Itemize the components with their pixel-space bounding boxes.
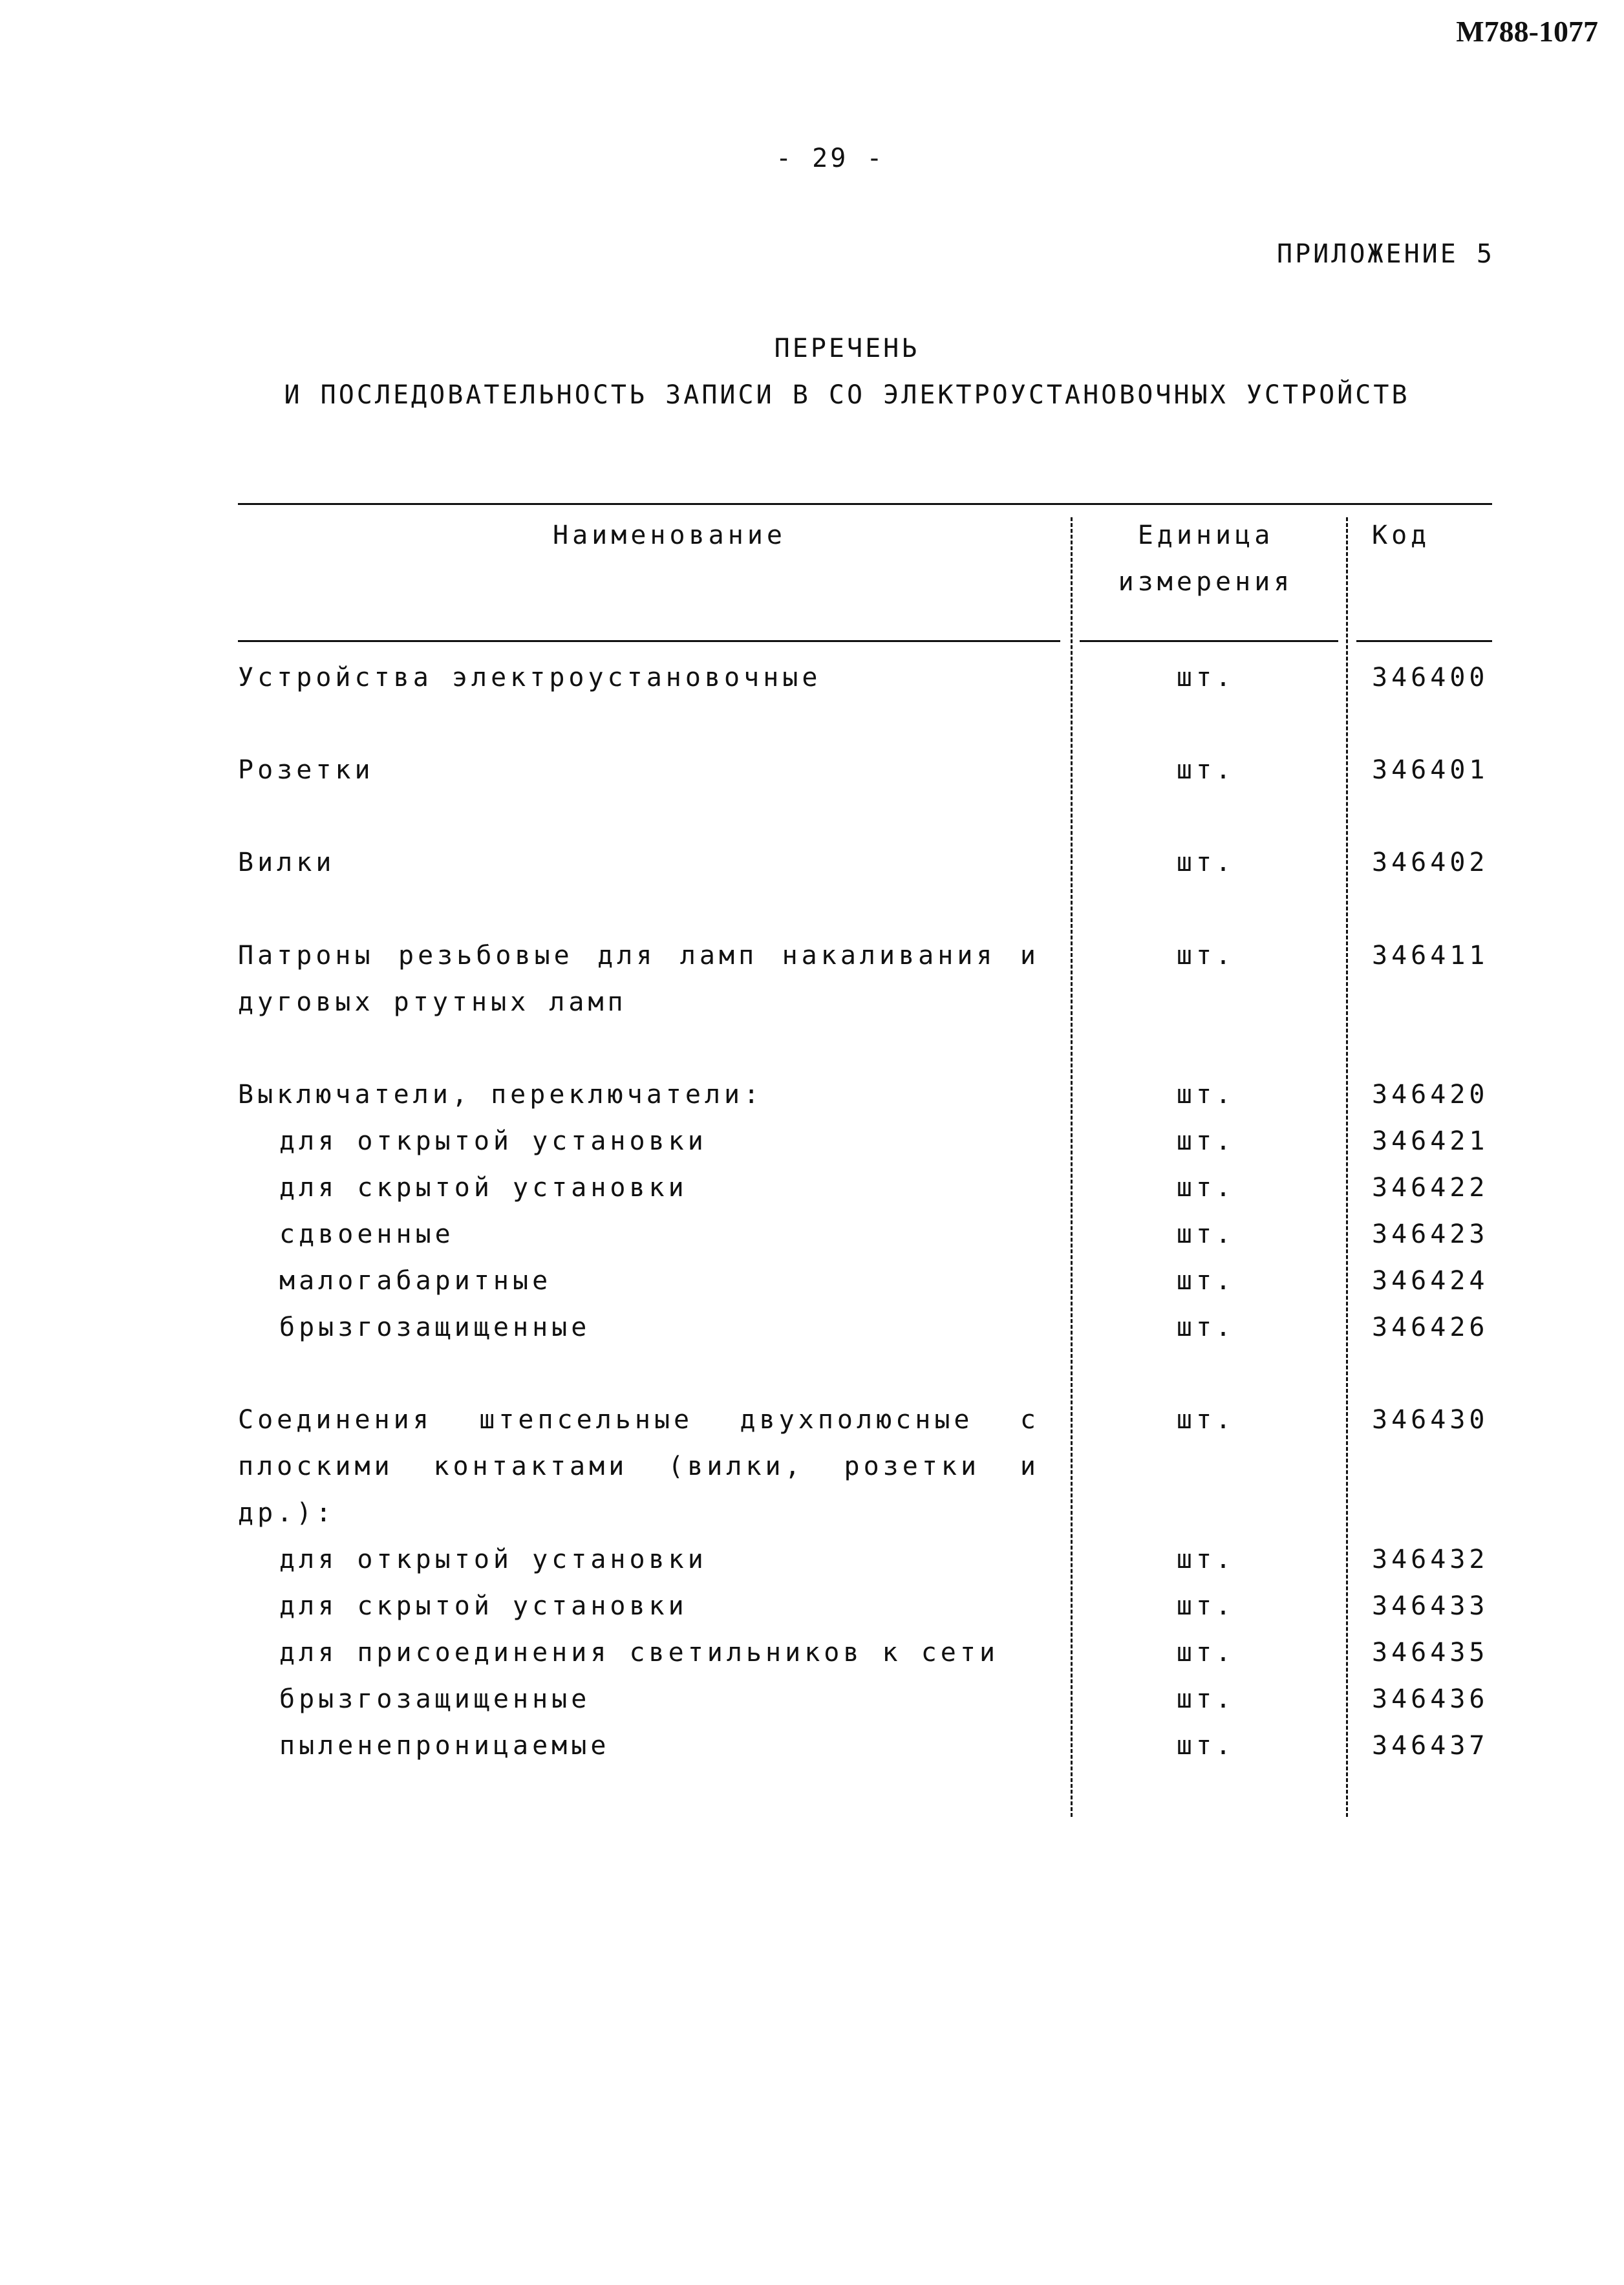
table-row-code: 346437 <box>1372 1731 1489 1761</box>
column-header-code: Код <box>1372 520 1431 550</box>
table-row-unit: шт. <box>1176 1313 1235 1342</box>
table-row-unit: шт. <box>1176 1638 1235 1668</box>
header-bottom-rule-unit <box>1080 640 1338 642</box>
table-row-code: 346436 <box>1372 1684 1489 1714</box>
table-row-name: для скрытой установки <box>279 1173 688 1203</box>
column-header-name: Наименование <box>553 520 786 550</box>
table-row-unit: шт. <box>1176 848 1235 877</box>
table-row-name <box>238 941 1040 971</box>
page-number: - 29 - <box>776 144 885 173</box>
table-row-code: 346401 <box>1372 755 1489 785</box>
table-row-unit: шт. <box>1176 1591 1235 1621</box>
table-row-name: для открытой установки <box>279 1126 707 1156</box>
row-name-line: Соединения штепсельные двухполюсные с <box>238 1405 1040 1435</box>
table-row-unit: шт. <box>1176 1405 1235 1435</box>
header-bottom-rule-name <box>238 640 1060 642</box>
table-row-name: для открытой установки <box>279 1545 707 1574</box>
header-bottom-rule-code <box>1356 640 1492 642</box>
table-row-name: Устройства электроустановочные <box>238 663 822 692</box>
table-row-unit: шт. <box>1176 1731 1235 1761</box>
column-header-unit-cont: измерения <box>1118 567 1294 597</box>
appendix-label: ПРИЛОЖЕНИЕ 5 <box>1277 239 1495 269</box>
table-row-code: 346421 <box>1372 1126 1489 1156</box>
table-row-code: 346435 <box>1372 1638 1489 1668</box>
table-row-name: малогабаритные <box>279 1266 552 1296</box>
column-separator <box>1071 517 1073 1817</box>
table-row-unit: шт. <box>1176 755 1235 785</box>
table-row-name: Розетки <box>238 755 374 785</box>
table-row-code: 346402 <box>1372 848 1489 877</box>
table-row-name: брызгозащищенные <box>279 1313 591 1342</box>
table-row-name-cont <box>238 1452 1040 1481</box>
table-row-code: 346411 <box>1372 941 1489 971</box>
table-row-code: 346422 <box>1372 1173 1489 1203</box>
table-top-rule <box>238 503 1492 505</box>
table-row-unit: шт. <box>1176 1545 1235 1574</box>
table-row-name: сдвоенные <box>279 1219 454 1249</box>
table-row-code: 346426 <box>1372 1313 1489 1342</box>
table-row-code: 346400 <box>1372 663 1489 692</box>
table-row-name: для присоединения светильников к сети <box>279 1638 999 1668</box>
table-row-unit: шт. <box>1176 1266 1235 1296</box>
document-title: ПЕРЕЧЕНЬ <box>774 334 920 363</box>
table-row-name: Выключатели, переключатели: <box>238 1080 764 1110</box>
table-row-name <box>238 1405 1040 1435</box>
table-row-name-cont: дуговых ртутных ламп <box>238 987 627 1017</box>
table-row-name: для скрытой установки <box>279 1591 688 1621</box>
row-name-line: Патроны резьбовые для ламп накаливания и <box>238 941 1040 971</box>
table-row-unit: шт. <box>1176 1219 1235 1249</box>
table-row-name: брызгозащищенные <box>279 1684 591 1714</box>
table-row-unit: шт. <box>1176 1684 1235 1714</box>
table-row-code: 346430 <box>1372 1405 1489 1435</box>
table-row-unit: шт. <box>1176 1173 1235 1203</box>
table-row-code: 346420 <box>1372 1080 1489 1110</box>
document-code: M788-1077 <box>1456 15 1598 48</box>
table-row-name: Вилки <box>238 848 336 877</box>
table-row-code: 346423 <box>1372 1219 1489 1249</box>
table-row-code: 346432 <box>1372 1545 1489 1574</box>
table-row-name: пыленепроницаемые <box>279 1731 610 1761</box>
table-row-code: 346424 <box>1372 1266 1489 1296</box>
document-subtitle: И ПОСЛЕДОВАТЕЛЬНОСТЬ ЗАПИСИ В СО ЭЛЕКТРОУСТАНОВОЧНЫХ УСТРОЙСТВ <box>284 380 1410 410</box>
row-name-line: плоскими контактами (вилки, розетки и <box>238 1452 1040 1481</box>
table-row-unit: шт. <box>1176 663 1235 692</box>
column-separator <box>1346 517 1348 1817</box>
table-row-unit: шт. <box>1176 941 1235 971</box>
table-row-name-cont: др.): <box>238 1498 336 1528</box>
table-row-unit: шт. <box>1176 1080 1235 1110</box>
column-header-unit: Единица <box>1137 520 1274 550</box>
table-row-unit: шт. <box>1176 1126 1235 1156</box>
table-row-code: 346433 <box>1372 1591 1489 1621</box>
